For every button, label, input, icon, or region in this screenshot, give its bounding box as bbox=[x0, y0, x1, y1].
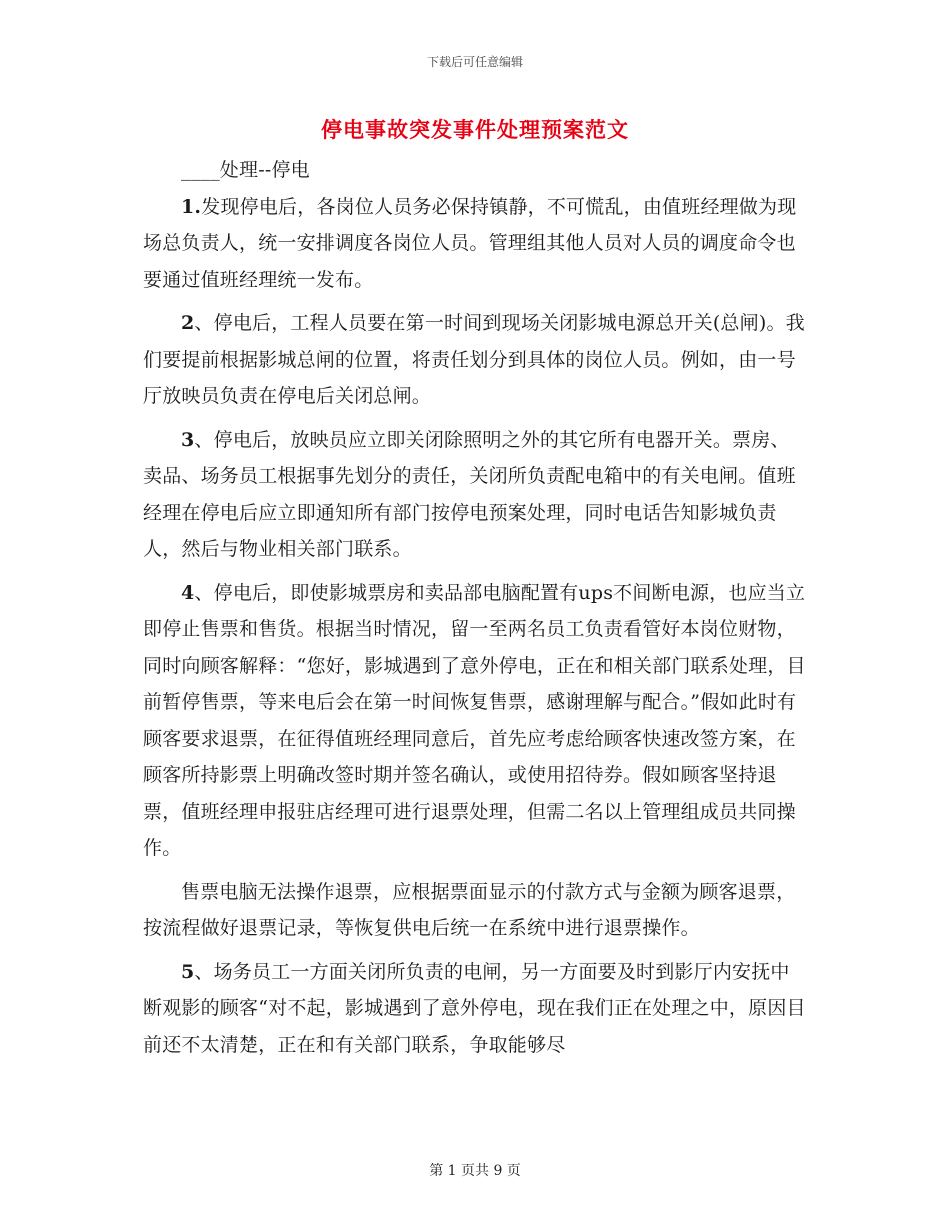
paragraph-4 bbox=[143, 575, 808, 867]
paragraph-1 bbox=[143, 189, 808, 299]
header-note: 下载后可任意编辑 bbox=[426, 55, 523, 69]
paragraph-number: 3 bbox=[181, 428, 195, 451]
paragraph-text: 、停电后，工程人员要在第一时间到现场关闭影城电源总开关(总闸)。我们要提前根据影城总闸的位置，将责任划分到具体的岗位人员。例如，由一号厅放映员负责在停电后关闭总闸。 bbox=[143, 312, 805, 407]
document-title: 停电事故突发事件处理预案范文 bbox=[321, 117, 629, 142]
paragraph-number: 5 bbox=[181, 960, 195, 983]
paragraph-text: 、停电后，放映员应立即关闭除照明之外的其它所有电器开关。票房、卖品、场务员工根据事先划分的责任，关闭所负责配电箱中的有关电闸。值班经理在停电后应立即通知所有部门按停电预案处理，同时电话告知影城负责人，然后与物业相关部门联系。 bbox=[143, 428, 796, 560]
paragraph-text: 、停电后，即使影城票房和卖品部电脑配置有ups不间断电源，也应当立即停止售票和售货。根据当时情况，留一至两名员工负责看管好本岗位财物，同时向顾客解释：“您好，影城遇到了意外停电，正在和相关部门联系处理，目前暂停售票，等来电后会在第一时间恢复售票，感谢理解与配合。”假如此时有顾客要求退票，在征得值班经理同意后，首先应考虑给顾客快速改签方案，在顾客所持影票上明确改签时期并签名确认，或使用招待券。假如顾客坚持退票，值班经理申报驻店经理可进行退票处理，但需二名以上管理组成员共同操作。 bbox=[143, 581, 806, 859]
paragraph-2 bbox=[143, 305, 808, 415]
paragraph-5 bbox=[143, 954, 808, 1064]
paragraph-text: 、场务员工一方面关闭所负责的电闸，另一方面要及时到影厅内安抚中断观影的顾客“对不起，影城遇到了意外停电，现在我们正在处理之中，原因目前还不太清楚，正在和有关部门联系，争取能够尽 bbox=[143, 960, 806, 1056]
paragraph-number: 2 bbox=[181, 312, 195, 334]
page-footer: 第 1 页共 9 页 bbox=[429, 1163, 521, 1179]
paragraph-3 bbox=[143, 422, 808, 568]
paragraph-number: 1. bbox=[181, 195, 202, 218]
paragraph-number: 4 bbox=[181, 581, 195, 604]
document-body bbox=[143, 152, 808, 1063]
paragraph-4-continued bbox=[143, 874, 808, 947]
paragraph-text: 售票电脑无法操作退票，应根据票面显示的付款方式与金额为顾客退票，按流程做好退票记录，等恢复供电后统一在系统中进行退票操作。 bbox=[143, 880, 796, 939]
paragraph-text: 发现停电后，各岗位人员务必保持镇静，不可慌乱，由值班经理做为现场总负责人，统一安排调度各岗位人员。管理组其他人员对人员的调度命令也要通过值班经理统一发布。 bbox=[143, 195, 797, 291]
section-heading: ____处理--停电 bbox=[181, 159, 310, 181]
